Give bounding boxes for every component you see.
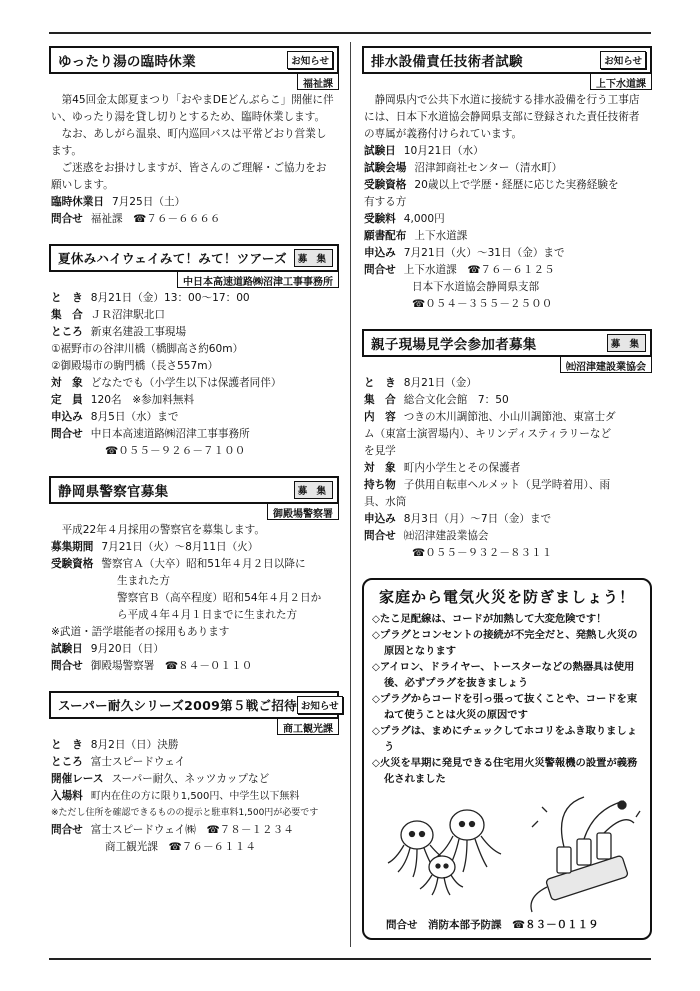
field-value: 子供用自転車ヘルメット（見学時着用）、雨 [403,479,611,491]
section-title: スーパー耐久シリーズ2009第５戦ご招待 [58,698,297,713]
field-label: 受験資格 [51,558,94,570]
field-value-cont: 警察官Ｂ（高卒程度）昭和54年４月２日か [117,592,322,604]
field-label: 申込み [51,411,83,423]
field-value: 総合文化会館 7：50 [403,394,509,406]
note: ※ただし住所を確認できるものの提示と駐車料1,500円が必要です [51,808,319,818]
list-item: ◇プラグとコンセントの接続が不完全だと、発熱し火災の原因となります [372,629,638,657]
section-title: 夏休みハイウェイみて！みて！ツアーズ [58,251,287,266]
paragraph: ご迷惑をお掛けしますが、皆さんのご理解・ご協力をお願いします。 [51,162,327,191]
field-label: 募集期間 [51,541,94,553]
notice-tag: お知らせ [600,51,646,69]
field-label: 試験会場 [364,162,407,174]
fire-contact: 問合せ 消防本部予防課 ☎８３－０１１９ [386,919,599,931]
department-label: 商工観光課 [277,719,339,735]
department-label: 中日本高速道路㈱沼津工事事務所 [177,272,339,288]
field-value: 8月21日（金）13：00～17：00 [90,292,250,304]
fire-prevention-title: 家庭から電気火災を防ぎましょう！ [378,588,635,606]
field-label: 申込み [364,247,396,259]
notice-tag: お知らせ [287,51,333,69]
illustration [372,787,642,917]
field-value: 20歳以上で学歴・経歴に応じた実務経験を [414,179,619,191]
note: ※武道・語学堪能者の採用もあります [51,626,230,638]
field-label: 受験料 [364,213,396,225]
field-value: スーパー耐久、ネッツカップなど [111,773,270,785]
field-label: 願書配布 [364,230,407,242]
power-strip-icon [531,797,640,912]
recruit-tag: 募 集 [294,481,333,499]
field-value-cont: 生まれた方 [117,575,170,587]
field-value: 町内在住の方に限り1,500円、中学生以下無料 [90,791,300,802]
list-item: ◇火災を早期に発見できる住宅用火災警報機の設置が義務化されました [372,757,638,785]
field-label: 試験日 [51,643,83,655]
field-label: 問合せ [364,530,396,542]
field-label: と き [51,292,83,304]
notice-tag: お知らせ [297,696,343,714]
department-label: ㈳沼津建設業協会 [560,357,652,373]
field-value: 8月3日（月）～7日（金）まで [403,513,552,525]
field-label: と き [364,377,396,389]
phone-number: ☎０５５－９３２－８３１１ [412,547,553,559]
list-item: ◇プラグからコードを引っ張って抜くことや、コードを束ねて使うことは火災の原因です [372,693,638,721]
left-column [49,46,339,872]
bottom-rule [49,958,651,960]
field-value: 7月21日（火）～31日（金）まで [403,247,565,259]
field-value: 沼津卸商社センター（清水町） [414,162,563,174]
field-label: ところ [51,756,83,768]
field-value: ㈳沼津建設業協会 [403,530,489,542]
field-value: 8月2日（日）決勝 [90,739,179,751]
phone-number: ☎０５４－３５５－２５００ [412,298,553,310]
super-taikyu-section [49,691,339,856]
field-label: ところ [51,326,83,338]
paragraph: なお、あしがら温泉、町内巡回バスは平常どおり営業します。 [51,128,327,157]
field-value: 警察官Ａ（大卒）昭和51年４月２日以降に [101,558,306,570]
field-value-cont: ら平成４年４月１日までに生まれた方 [117,609,298,621]
list-item: ◇プラグは、まめにチェックしてホコリをふき取りましょう [372,725,638,753]
recruit-tag: 募 集 [607,334,646,352]
field-label: 受験資格 [364,179,407,191]
department-label: 上下水道課 [590,74,652,90]
field-value: 10月21日（水） [403,145,484,157]
field-label: 問合せ [51,213,83,225]
field-label: 問合せ [51,824,83,836]
paragraph: 静岡県内で公共下水道に接続する排水設備を行う工事店には、日本下水道協会静岡県支部に登録された責任技術者の専属が義務付けられています。 [364,94,640,140]
section-title: 排水設備責任技術者試験 [371,54,523,70]
field-label: 試験日 [364,145,396,157]
field-value: 富士スピードウェイ [90,756,186,768]
department-label: 御殿場警察署 [267,504,339,520]
field-value: 新東名建設工事現場 [90,326,187,338]
paragraph: 平成22年４月採用の警察官を募集します。 [61,524,265,536]
paragraph: 第45回金太郎夏まつり「おやまDEどんぶらこ」開催に伴い、ゆったり湯を貸し切りとするため、臨時休業します。 [51,94,334,123]
right-column [362,46,652,940]
section-title: ゆったり湯の臨時休業 [58,54,196,70]
field-value: ＪＲ沼津駅北口 [90,309,165,321]
field-value-cont: 日本下水道協会静岡県支部 [412,281,540,293]
field-label: 持ち物 [364,479,396,491]
field-value: 9月20日（日） [90,643,164,655]
field-value: 上下水道課 ☎７６－６１２５ [403,264,555,276]
section-title: 静岡県警察官募集 [58,484,169,500]
site-item: ①裾野市の谷津川橋（橋脚高さ約60m） [51,343,244,355]
field-label: 問合せ [51,428,83,440]
column-divider [350,42,351,947]
octopus-icon [420,856,463,895]
field-value: どなたでも（小学生以下は保護者同伴） [90,377,282,389]
field-value: 福祉課 ☎７６－６６６６ [90,213,221,225]
field-value: 中日本高速道路㈱沼津工事事務所 [90,428,250,440]
field-label: 内 容 [364,411,396,423]
field-label: 問合せ [51,660,83,672]
parent-child-tour-section [362,329,652,562]
field-label: 対 象 [364,462,396,474]
field-label: 集 合 [364,394,396,406]
section-header [49,691,339,719]
top-rule [49,32,651,34]
section-header [362,46,652,74]
field-label: 定 員 [51,394,83,406]
section-header [49,476,339,504]
police-section [49,476,339,675]
field-label: 入場料 [51,790,83,802]
fire-prevention-box [362,578,652,940]
section-header [49,244,339,272]
field-label: 集 合 [51,309,83,321]
drainage-exam-section [362,46,652,313]
field-value: 富士スピードウェイ㈱ ☎７８－１２３４ [90,824,294,836]
highway-tour-section [49,244,339,460]
site-item: ②御殿場市の駒門橋（長さ557m） [51,360,219,372]
field-value: つきの木川調節池、小山川調節池、東富士ダ [403,411,616,423]
field-value: 7月25日（土） [111,196,186,208]
field-label: 申込み [364,513,396,525]
section-header [362,329,652,357]
field-value-cont: 商工観光課 ☎７６－６１１４ [105,841,256,853]
field-value: 8月5日（水）まで [90,411,179,423]
list-item: ◇たこ足配線は、コードが加熱して大変危険です！ [372,613,607,625]
yuttari-section [49,46,339,228]
field-value-cont: 有する方 [364,196,407,208]
field-value-cont: 具、水筒 [364,496,407,508]
list-item: ◇アイロン、ドライヤー、トースターなどの熱器具は使用後、必ずプラグを抜きましょう [372,661,635,689]
phone-number: ☎０５５－９２６－７１００ [105,445,246,457]
field-value: 4,000円 [403,213,445,225]
field-value: 8月21日（金） [403,377,477,389]
recruit-tag: 募 集 [294,249,333,267]
field-label: 開催レース [51,773,104,785]
field-label: 問合せ [364,264,396,276]
field-label: 対 象 [51,377,83,389]
field-value: 御殿場警察署 ☎８４－０１１０ [90,660,253,672]
department-label: 福祉課 [297,74,339,90]
octopus-and-power-strip-illustration [372,787,642,917]
field-value: 町内小学生とその保護者 [403,462,521,474]
section-title: 親子現場見学会参加者募集 [371,337,537,353]
field-value-cont: を見学 [364,445,396,457]
field-value: 7月21日（火）～8月11日（火） [101,541,259,553]
field-value-cont: ム（東富士演習場内）、キリンディスティラリーなど [364,428,612,440]
field-value: 上下水道課 [414,230,468,242]
field-label: 臨時休業日 [51,196,104,208]
fire-prevention-list [372,611,642,787]
section-header [49,46,339,74]
field-value: 120名 ※参加料無料 [90,394,195,406]
field-label: と き [51,739,83,751]
